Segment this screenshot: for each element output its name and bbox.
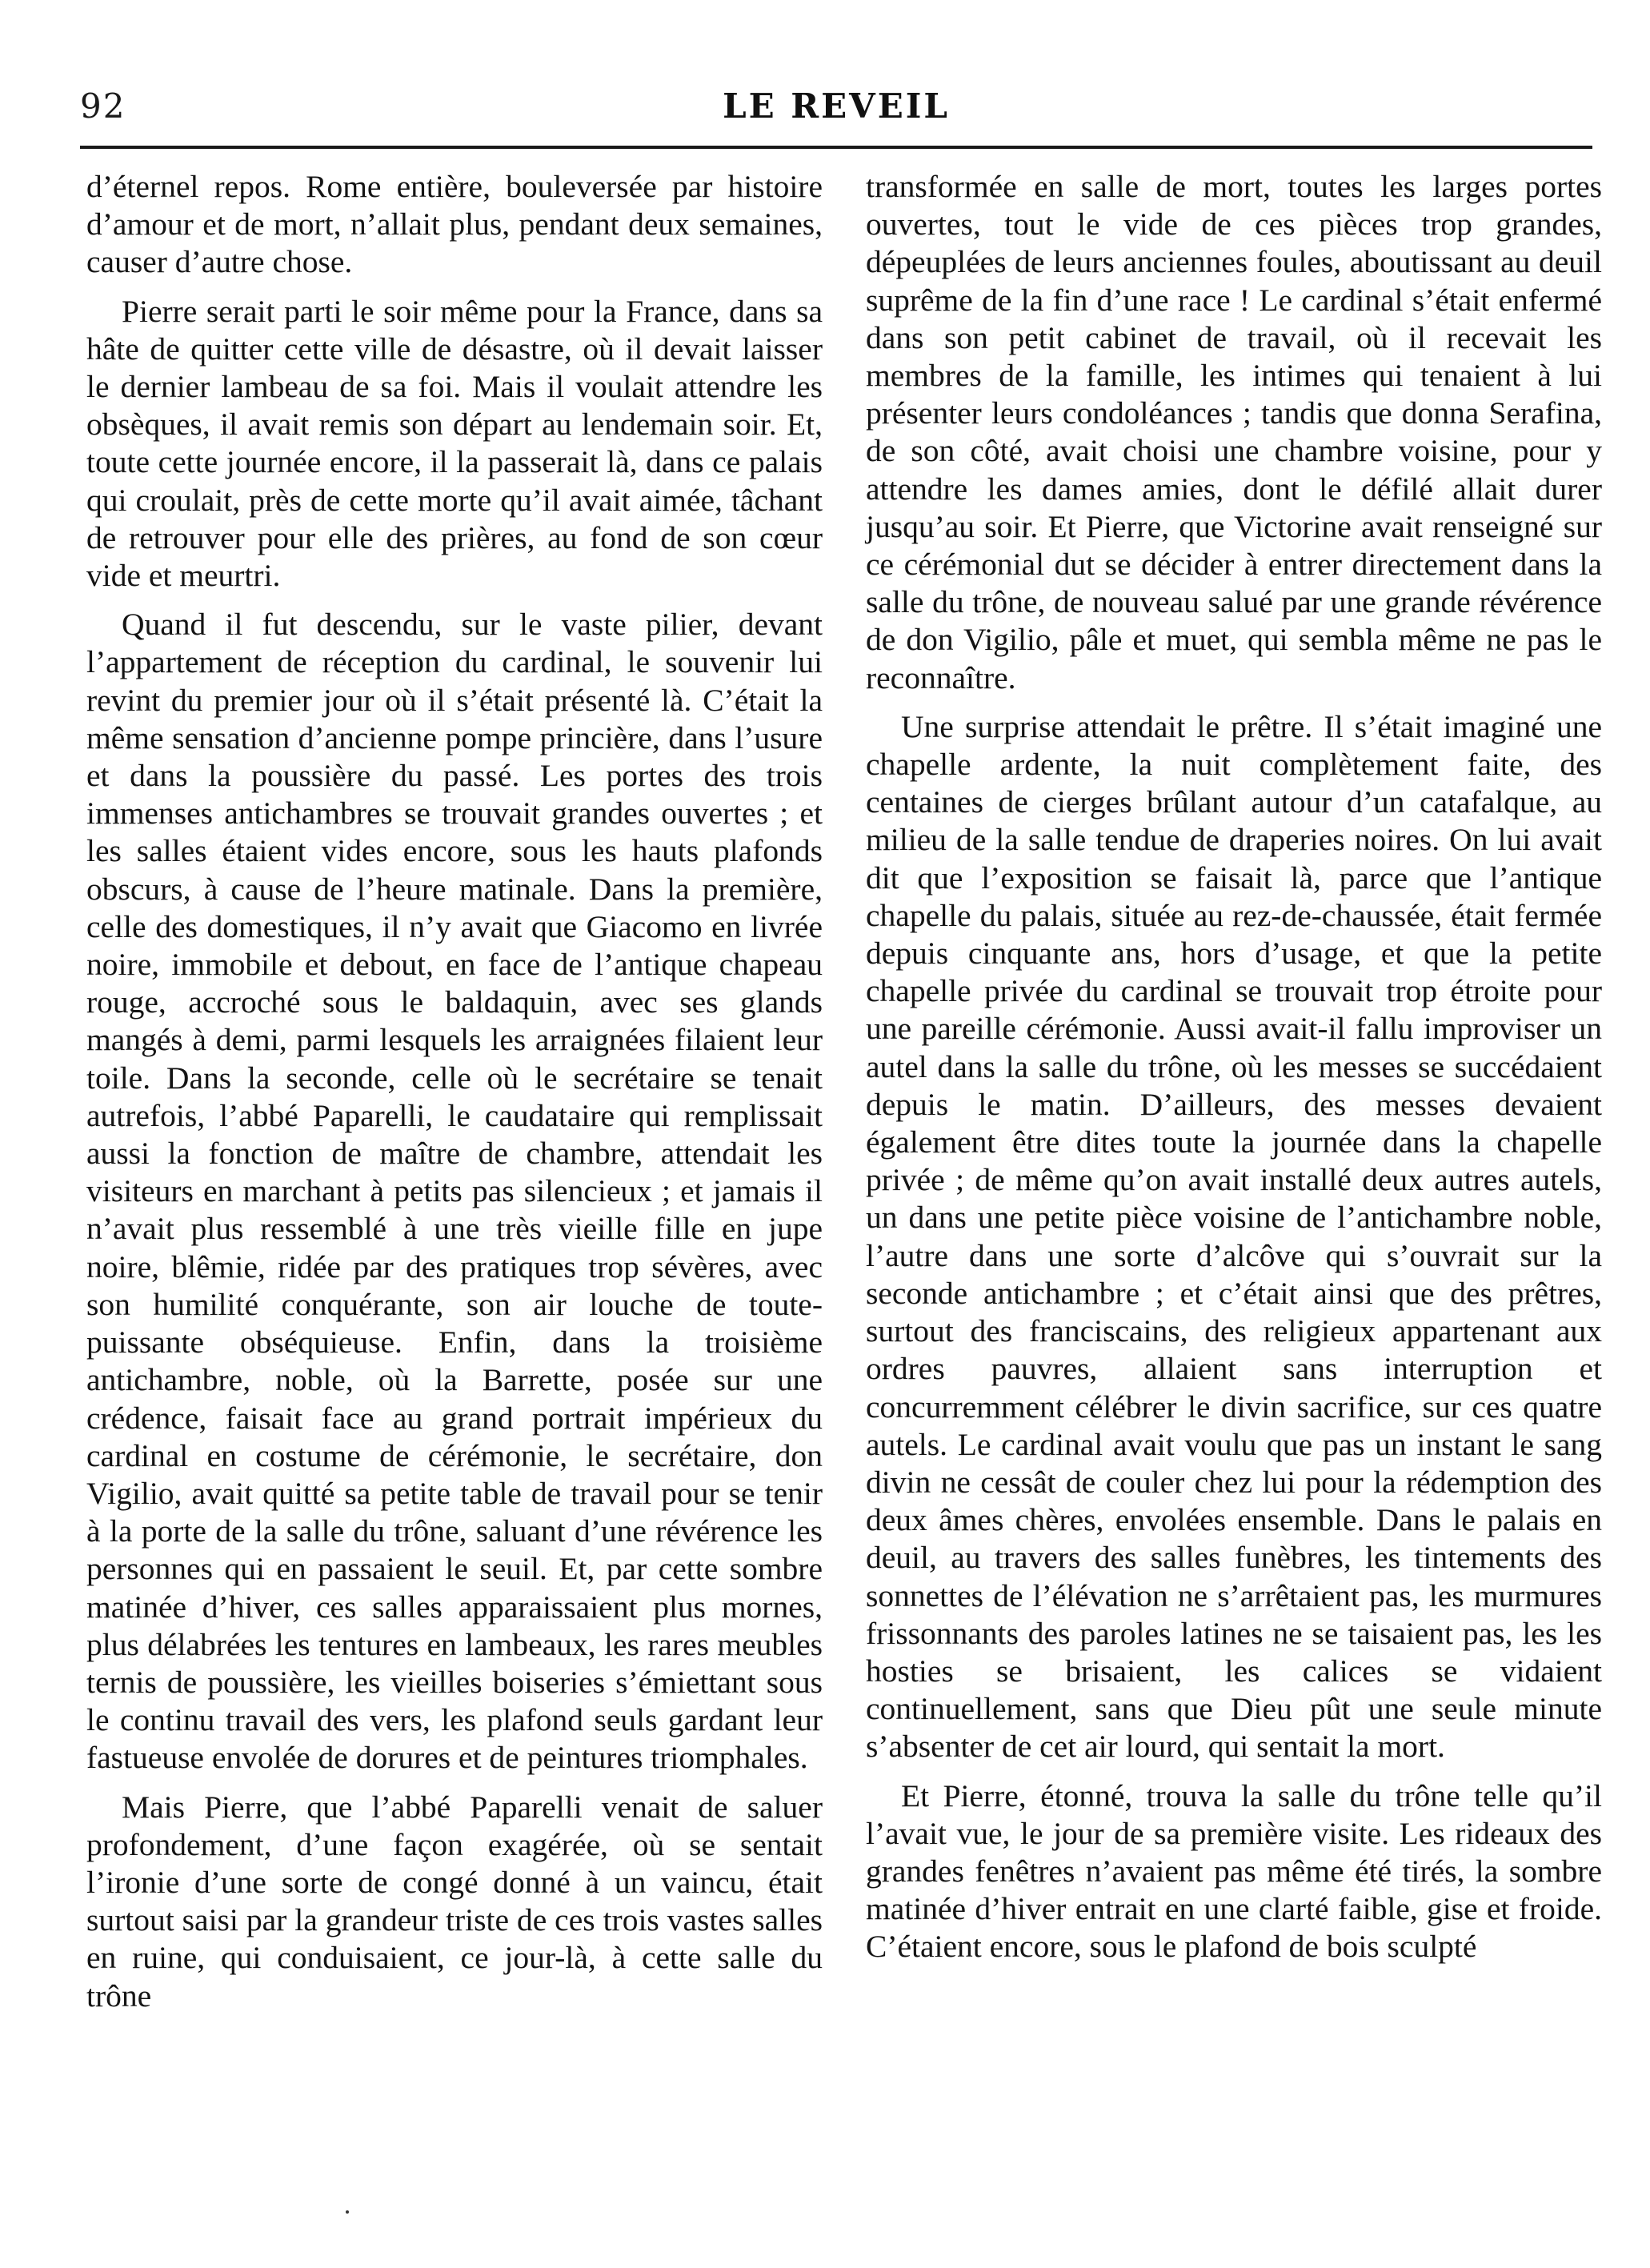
running-head: LE REVEIL (723, 86, 950, 126)
paragraph: Et Pierre, étonné, trouva la salle du trône telle qu’il l’avait vue, le jour de sa première visite. Les rideaux des grandes fenêtres n’avaient pas même été tirés, la sombre matinée d’hiver entrait en une clarté faible, gise et froide. C’étaient encore, sous le plafond de bois sculpté (866, 1777, 1602, 1965)
page-number: 92 (80, 86, 126, 126)
left-column (86, 168, 823, 2026)
right-column (866, 168, 1602, 1977)
paragraph: d’éternel repos. Rome entière, bouleversée par histoire d’amour et de mort, n’allait plus, pendant deux semaines, causer d’autre chose. (86, 169, 823, 280)
paragraph: transformée en salle de mort, toutes les larges portes ouvertes, tout le vide de ces pièces trop grandes, dépeuplées de leurs anciennes foules, aboutissant au deuil suprême de la fin d’une race ! Le cardinal s’était enfermé dans son petit cabinet de travail, où il recevait les membres de la famille, les intimes qui tenaient à lui présenter leurs condoléances ; tandis que donna Serafina, de son côté, avait choisi une chambre voisine, pour y attendre les dames amies, dont le défilé allait durer jusqu’au soir. Et Pierre, que Victorine avait renseigné sur ce cérémonial dut se décider à entrer directement dans la salle du trône, de nouveau salué par une grande révérence de don Vigilio, pâle et muet, qui sembla même ne pas le reconnaître. (866, 169, 1602, 695)
header-rule (80, 146, 1592, 149)
page-header (80, 86, 1592, 142)
paragraph: Une surprise attendait le prêtre. Il s’était imaginé une chapelle ardente, la nuit complètement faite, des centaines de cierges brûlant autour d’un catafalque, au milieu de la salle tendue de draperies noires. On lui avait dit que l’exposition se faisait là, parce que l’antique chapelle du palais, située au rez-de-chaussée, était fermée depuis cinquante ans, hors d’usage, et que la petite chapelle privée du cardinal se trouvait trop étroite pour une pareille cérémonie. Aussi avait-il fallu improviser un autel dans la salle du trône, où les messes se succédaient depuis le matin. D’ailleurs, des messes devaient également être dites toute la journée dans la chapelle privée ; de même qu’on avait installé deux autres autels, un dans une petite pièce voisine de l’antichambre noble, l’autre dans une sorte d’alcôve qui s’ouvrait sur la seconde antichambre ; et c’était ainsi que des prêtres, surtout des franciscains, des religieux appartenant aux ordres pauvres, allaient sans interruption et concurremment célébrer le divin sacrifice, sur ces quatre autels. Le cardinal avait voulu que pas un instant le sang divin ne cessât de couler chez lui pour la rédemption des deux âmes chères, envolées ensemble. Dans le palais en deuil, au travers des salles funèbres, les tintements des sonnettes de l’élévation ne s’arrêtaient pas, les murmures frissonnants des paroles latines ne se taisaient pas, les les hosties se brisaient, les calices se vidaient continuellement, sans que Dieu pût une seule minute s’absenter de cet air lourd, qui sentait la mort. (866, 708, 1602, 1765)
paragraph: Pierre serait parti le soir même pour la France, dans sa hâte de quitter cette ville de désastre, où il devait laisser le dernier lambeau de sa foi. Mais il voulait attendre les obsèques, il avait remis son départ au lendemain soir. Et, toute cette journée encore, il la passerait là, dans ce palais qui croulait, près de cette morte qu’il avait aimée, tâchant de retrouver pour elle des prières, au fond de son cœur vide et meurtri. (86, 293, 823, 594)
ink-speck (346, 2210, 349, 2214)
paragraph: Quand il fut descendu, sur le vaste pilier, devant l’appartement de réception du cardinal, le souvenir lui revint du premier jour où il s’était présenté là. C’était la même sensation d’ancienne pompe princière, dans l’usure et dans la poussière du passé. Les portes des trois immenses antichambres se trouvait grandes ouvertes ; et les salles étaient vides encore, sous les hauts plafonds obscurs, à cause de l’heure matinale. Dans la première, celle des domestiques, il n’y avait que Giacomo en livrée noire, immobile et debout, en face de l’antique chapeau rouge, accroché sous le baldaquin, avec ses glands mangés à demi, parmi lesquels les arraignées filaient leur toile. Dans la seconde, celle où le secrétaire se tenait autrefois, l’abbé Paparelli, le caudataire qui remplissait aussi la fonction de maître de chambre, attendait les visiteurs en marchant à petits pas silencieux ; et jamais il n’avait plus ressemblé à une très vieille fille en jupe noire, blêmie, ridée par des pratiques trop sévères, avec son humilité conquérante, son air louche de toute-puissante obséquieuse. Enfin, dans la troisième antichambre, noble, où la Barrette, posée sur une crédence, faisait face au grand portrait impérieux du cardinal en costume de cérémonie, le secrétaire, don Vigilio, avait quitté sa petite table de travail pour se tenir à la porte de la salle du trône, saluant d’une révérence les personnes qui en passaient le seuil. Et, par cette sombre matinée d’hiver, ces salles apparaissaient plus mornes, plus délabrées les tentures en lambeaux, les rares meubles ternis de poussière, les vieilles boiseries s’émiettant sous le continu travail des vers, les plafond seuls gardant leur fastueuse envolée de dorures et de peintures triomphales. (86, 607, 823, 1776)
paragraph: Mais Pierre, que l’abbé Paparelli venait de saluer profondement, d’une façon exagérée, où se sentait l’ironie d’une sorte de congé donné à un vaincu, était surtout saisi par la grandeur triste de ces trois vastes salles en ruine, qui conduisaient, ce jour-là, à cette salle du trône (86, 1789, 823, 2014)
